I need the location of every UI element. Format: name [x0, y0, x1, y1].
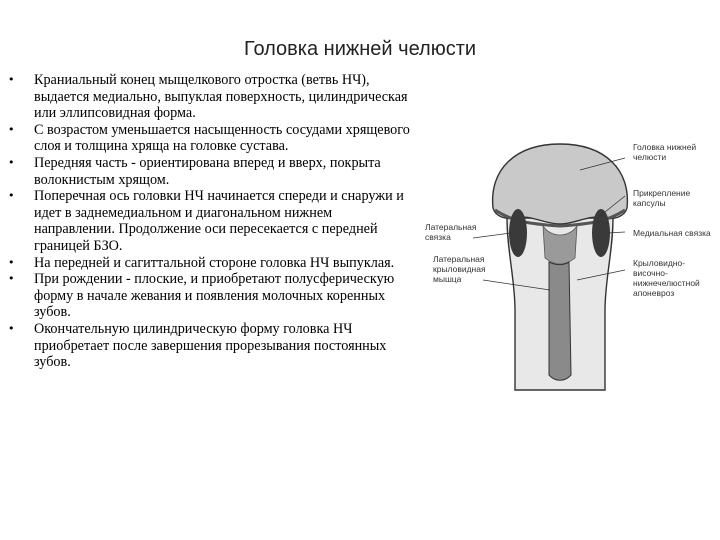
- bullet-icon: •: [8, 122, 15, 136]
- bullet-item: [8, 122, 413, 155]
- bullet-icon: •: [8, 73, 15, 86]
- bullet-item: [8, 188, 413, 254]
- bullet-text: На передней и сагиттальной стороне головка НЧ выпуклая.: [34, 254, 395, 271]
- label-condyle-head: Головка нижней челюсти: [633, 142, 697, 162]
- bullet-list: [8, 72, 413, 371]
- bullet-icon: •: [8, 321, 15, 335]
- bullet-icon: •: [8, 155, 15, 169]
- lateral-ligament-shape: [509, 209, 527, 257]
- pterygoid-muscle-strip: [549, 262, 571, 380]
- bullet-item: [8, 72, 413, 122]
- label-capsule-attachment: Прикрепление капсулы: [633, 188, 691, 208]
- bullet-item: [8, 321, 413, 371]
- label-medial-ligament: Медиальная связка: [633, 228, 711, 238]
- label-pterygo-aponeurosis: Крыловидно- височно- нижнечелюстной апоневроз: [633, 258, 700, 298]
- mandible-condyle-figure: [415, 130, 720, 400]
- slide-title: Головка нижней челюсти: [243, 38, 477, 60]
- condyle-head: [493, 144, 628, 224]
- label-lateral-ligament: Латеральная связка: [425, 222, 477, 242]
- bullet-text: При рождении - плоские, и приобретают полусферическую форму в начале жевания и появления молочных коренных зубов.: [34, 271, 395, 321]
- bullet-icon: •: [8, 255, 15, 269]
- bullet-text: С возрастом уменьшается насыщенность сосудами хрящевого слоя и толщина хряща на головке сустава.: [34, 121, 410, 155]
- bullet-icon: •: [8, 272, 15, 286]
- label-lateral-pterygoid-muscle: Латеральная крыловидная мышца: [433, 254, 486, 284]
- bullet-text: Окончательную цилиндрическую форму головка НЧ приобретает после завершения прорезывания постоянных зубов.: [34, 320, 387, 371]
- bullet-text: Поперечная ось головки НЧ начинается спереди и снаружи и идет в заднемедиальном и диагональном нижнем направлении. Продолжение оси пересекается с передней границей БЗО.: [34, 188, 404, 254]
- bullet-text: Краниальный конец мыщелкового отростка (ветвь НЧ), выдается медиально, выпуклая поверхность, цилиндрическая или эллипсовидная форма.: [34, 72, 408, 122]
- bullet-icon: •: [8, 189, 15, 203]
- bullet-item: [8, 155, 413, 188]
- bullet-item: [8, 255, 413, 272]
- bullet-text: Передняя часть - ориентирована вперед и вверх, покрыта волокнистым хрящом.: [34, 154, 381, 188]
- bullet-item: [8, 271, 413, 321]
